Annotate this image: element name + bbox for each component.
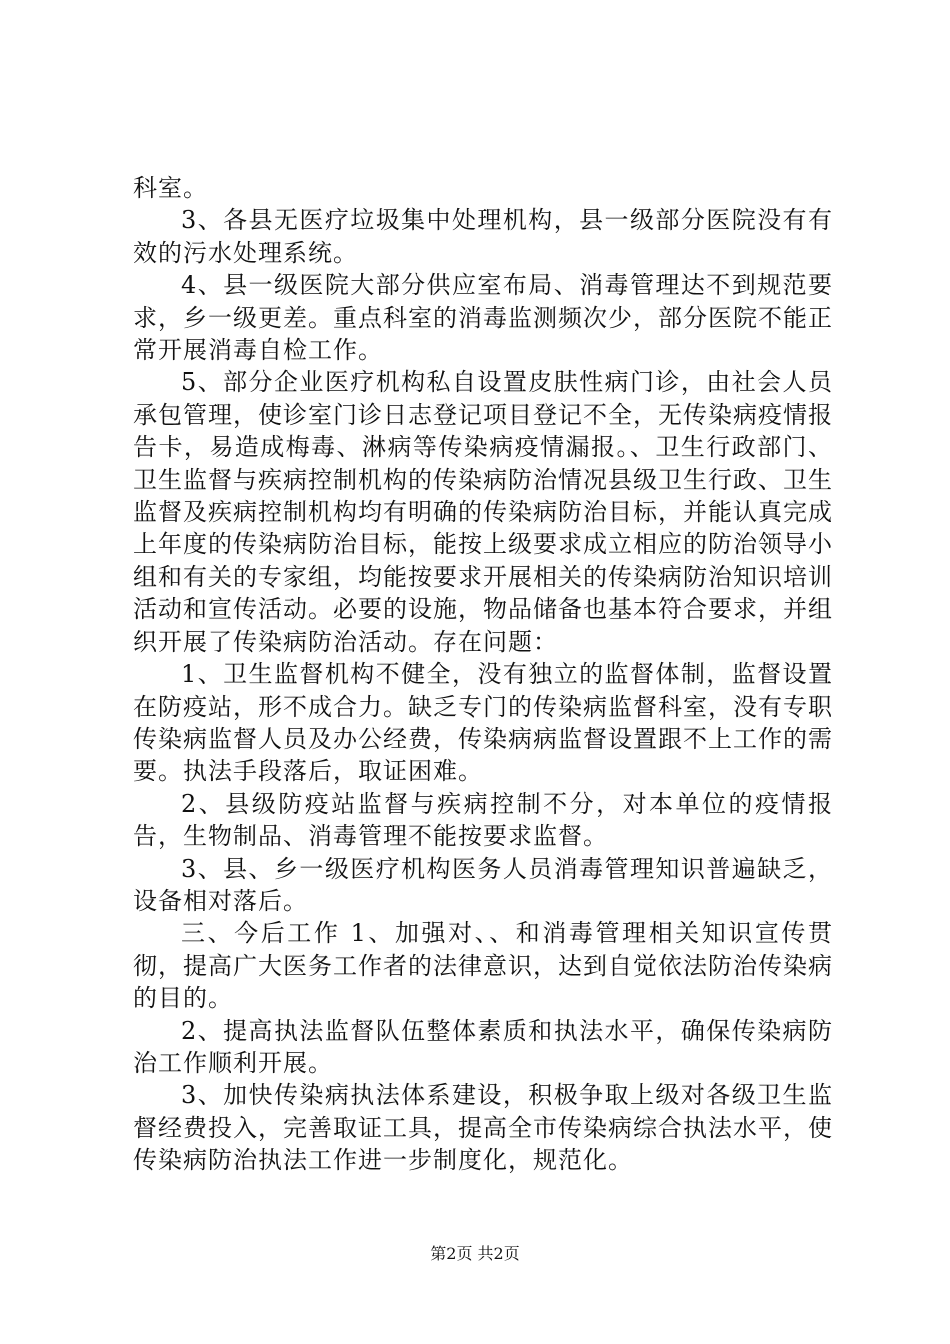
page-footer — [0, 1244, 950, 1264]
paragraph-item-3-waste: 3、各县无医疗垃圾集中处理机构，县一级部分医院没有有效的污水处理系统。 — [133, 206, 833, 267]
paragraph-future-work-2: 2、提高执法监督队伍整体素质和执法水平，确保传染病防治工作顺利开展。 — [133, 1016, 833, 1077]
paragraph-continuation: 科室。 — [133, 174, 208, 202]
document-body — [133, 172, 833, 1177]
paragraph-problem-2: 2、县级防疫站监督与疾病控制不分，对本单位的疫情报告，生物制品、消毒管理不能按要求监督。 — [133, 789, 833, 851]
page-number-label: 第2页 共2页 — [430, 1244, 520, 1263]
paragraph-future-work-1: 三、今后工作 1、加强对、、和消毒管理相关知识宣传贯彻，提高广大医务工作者的法律意识，达到自觉依法防治传染病的目的。 — [133, 919, 833, 1013]
paragraph-future-work-3: 3、加快传染病执法体系建设，积极争取上级对各级卫生监督经费投入，完善取证工具，提高全市传染病综合执法水平，使传染病防治执法工作进一步制度化，规范化。 — [133, 1081, 833, 1175]
paragraph-problem-1: 1、卫生监督机构不健全，没有独立的监督体制，监督设置在防疫站，形不成合力。缺乏专门的传染病监督科室，没有专职传染病监督人员及办公经费，传染病病监督设置跟不上工作的需要。执法手段落后，取证困难。 — [133, 660, 833, 786]
paragraph-item-5-clinics: 5、部分企业医疗机构私自设置皮肤性病门诊，由社会人员承包管理，使诊室门诊日志登记项目登记不全，无传染病疫情报告卡，易造成梅毒、淋病等传染病疫情漏报。、卫生行政部门、卫生监督与疾病控制机构的传染病防治情况县级卫生行政、卫生监督及疾病控制机构均有明确的传染病防治目标，并能认真完成上年度的传染病防治目标，能按上级要求成立相应的防治领导小组和有关的专家组，均能按要求开展相关的传染病防治知识培训活动和宣传活动。必要的设施，物品储备也基本符合要求，并组织开展了传染病防治活动。存在问题： — [133, 368, 833, 656]
paragraph-problem-3: 3、县、乡一级医疗机构医务人员消毒管理知识普遍缺乏，设备相对落后。 — [133, 854, 833, 915]
paragraph-item-4-disinfection: 4、县一级医院大部分供应室布局、消毒管理达不到规范要求，乡一级更差。重点科室的消毒监测频次少，部分医院不能正常开展消毒自检工作。 — [133, 271, 833, 365]
